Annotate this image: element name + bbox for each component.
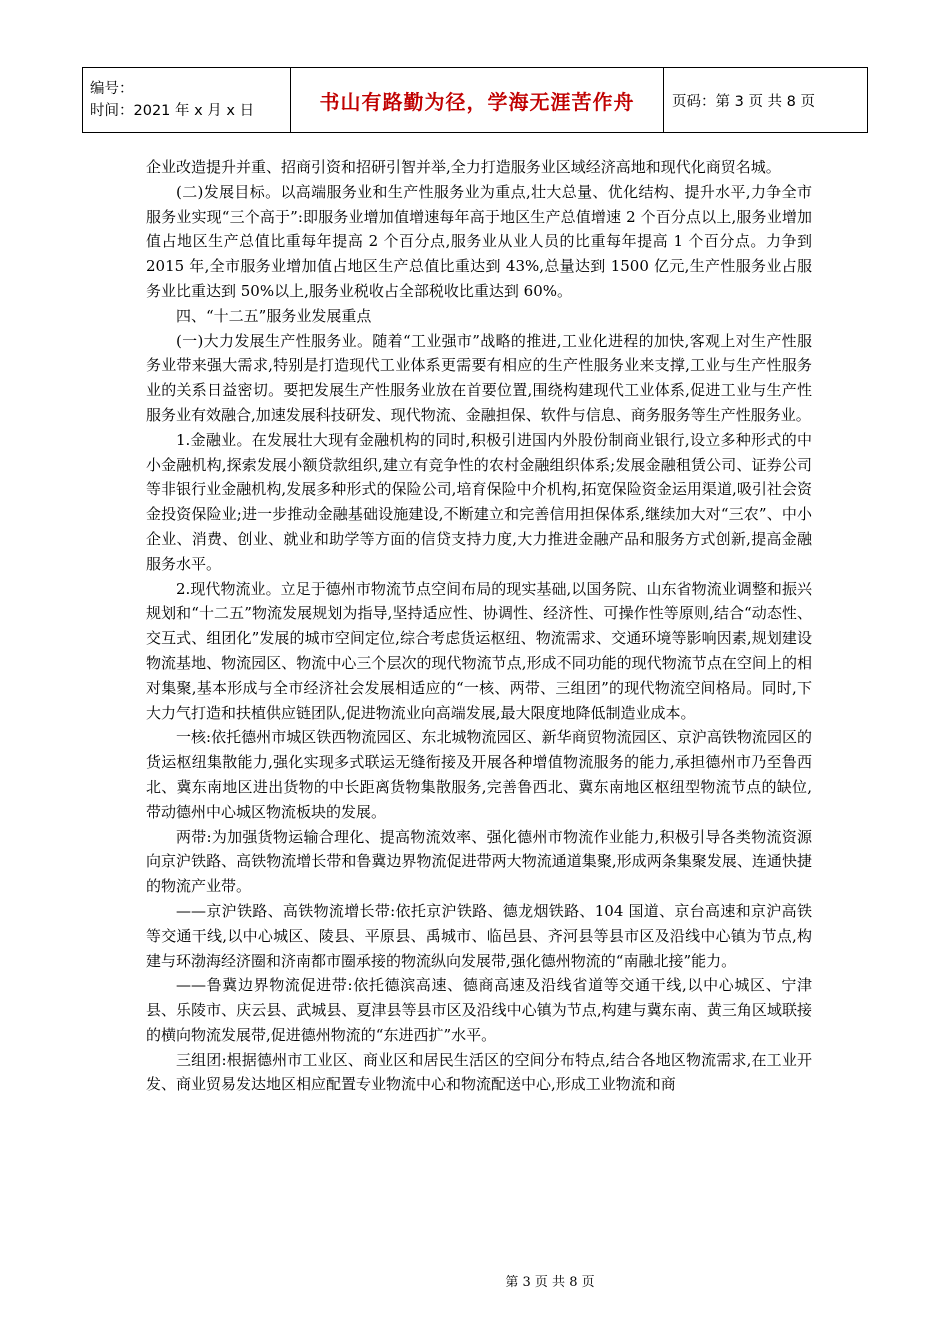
- paragraph-two-belts: 两带:为加强货物运输合理化、提高物流效率、强化德州市物流作业能力,积极引导各类物流资源向京沪铁路、高铁物流增长带和鲁冀边界物流促进带两大物流通道集聚,形成两条集聚发展、连通快捷的物流产业带。: [146, 827, 812, 896]
- paragraph-producer-services: (一)大力发展生产性服务业。随着“工业强市”战略的推进,工业化进程的加快,客观上对生产性服务业带来强大需求,特别是打造现代工业体系更需要有相应的生产性服务业来支撑,工业与生产性服务业的关系日益密切。要把发展生产性服务业放在首要位置,围绕构建现代工业体系,促进工业与生产性服务业有效融合,加速发展科技研发、现代物流、金融担保、软件与信息、商务服务等生产性服务业。: [146, 331, 812, 424]
- paragraph-one-core: 一核:依托德州市城区铁西物流园区、东北城物流园区、新华商贸物流园区、京沪高铁物流园区的货运枢纽集散能力,强化实现多式联运无缝衔接及开展各种增值物流服务的能力,承担德州市乃至鲁西北、冀东南地区进出货物的中长距离货物集散服务,完善鲁西北、冀东南地区枢纽型物流节点的缺位,带动德州中心城区物流板块的发展。: [146, 728, 812, 821]
- paragraph-lujibelt: ——鲁冀边界物流促进带:依托德滨高速、德商高速及沿线省道等交通干线,以中心城区、宁津县、乐陵市、庆云县、武城县、夏津县等县市区及沿线中心镇为节点,构建与冀东南、黄三角区域联接的横向物流发展带,促进德州物流的“东进西扩”水平。: [146, 976, 812, 1044]
- paragraph-continuation: 企业改造提升并重、招商引资和招研引智并举,全力打造服务业区域经济高地和现代化商贸名城。: [146, 158, 781, 176]
- header-meta-cell: [83, 68, 291, 133]
- paragraph-logistics: 2.现代物流业。立足于德州市物流节点空间布局的现实基础,以国务院、山东省物流业调整和振兴规划和“十二五”物流发展规划为指导,坚持适应性、协调性、经济性、可操作性等原则,结合“动态性、交互式、组团化”发展的城市空间定位,综合考虑货运枢纽、物流需求、交通环境等影响因素,规划建设物流基地、物流园区、物流中心三个层次的现代物流节点,形成不同功能的现代物流节点在空间上的相对集聚,基本形成与全市经济社会发展相适应的“一核、两带、三组团”的现代物流空间格局。同时,下大力气打造和扶植供应链团队,促进物流业向高端发展,最大限度地降低制造业成本。: [146, 579, 812, 722]
- document-number-label: 编号：: [90, 81, 134, 97]
- paragraph-jinghu-belt: ——京沪铁路、高铁物流增长带:依托京沪铁路、德龙烟铁路、104 国道、京台高速和京沪高铁等交通干线,以中心城区、陵县、平原县、禹城市、临邑县、齐河县等县市区及沿线中心镇为节点,构建与环渤海经济圈和济南都市圈承接的物流纵向发展带,强化德州物流的“南融北接”能力。: [146, 901, 812, 970]
- paragraph-finance: 1.金融业。在发展壮大现有金融机构的同时,积极引进国内外股份制商业银行,设立多种形式的中小金融机构,探索发展小额贷款组织,建立有竞争性的农村金融组织体系;发展金融租赁公司、证券公司等非银行业金融机构,发展多种形式的保险公司,培育保险中介机构,拓宽保险资金运用渠道,吸引社会资金投资保险业;进一步推动金融基础设施建设,不断建立和完善信用担保体系,继续加大对“三农”、中小企业、消费、创业、就业和助学等方面的信贷支持力度,大力推进金融产品和服务方式创新,提高金融服务水平。: [146, 430, 812, 573]
- document-date-label: 时间：2021 年 x 月 x 日: [90, 103, 255, 119]
- header-page-number: 页码：第 3 页 共 8 页: [664, 68, 868, 133]
- header-motto: 书山有路勤为径，学海无涯苦作舟: [291, 68, 664, 133]
- paragraph-three-clusters: 三组团:根据德州市工业区、商业区和居民生活区的空间分布特点,结合各地区物流需求,在工业开发、商业贸易发达地区相应配置专业物流中心和物流配送中心,形成工业物流和商: [146, 1050, 812, 1094]
- page-header: [82, 67, 868, 133]
- page-footer: 第 3 页 共 8 页: [505, 1275, 595, 1290]
- paragraph-development-goals: (二)发展目标。以高端服务业和生产性服务业为重点,壮大总量、优化结构、提升水平,力争全市服务业实现“三个高于”:即服务业增加值增速每年高于地区生产总值增速 2 个百分点以上,服务业增加值占地区生产总值比重每年提高 2 个百分点,服务业从业人员的比重每年提高 1 个百分点。力争到 2015 年,全市服务业增加值占地区生产总值比重达到 43%,总量达到 1500 亿元,生产性服务业占服务业比重达到 50%以上,服务业税收占全部税收比重达到 60%。: [146, 182, 812, 300]
- section-heading-four: 四、“十二五”服务业发展重点: [176, 306, 372, 325]
- document-body: [146, 155, 812, 1097]
